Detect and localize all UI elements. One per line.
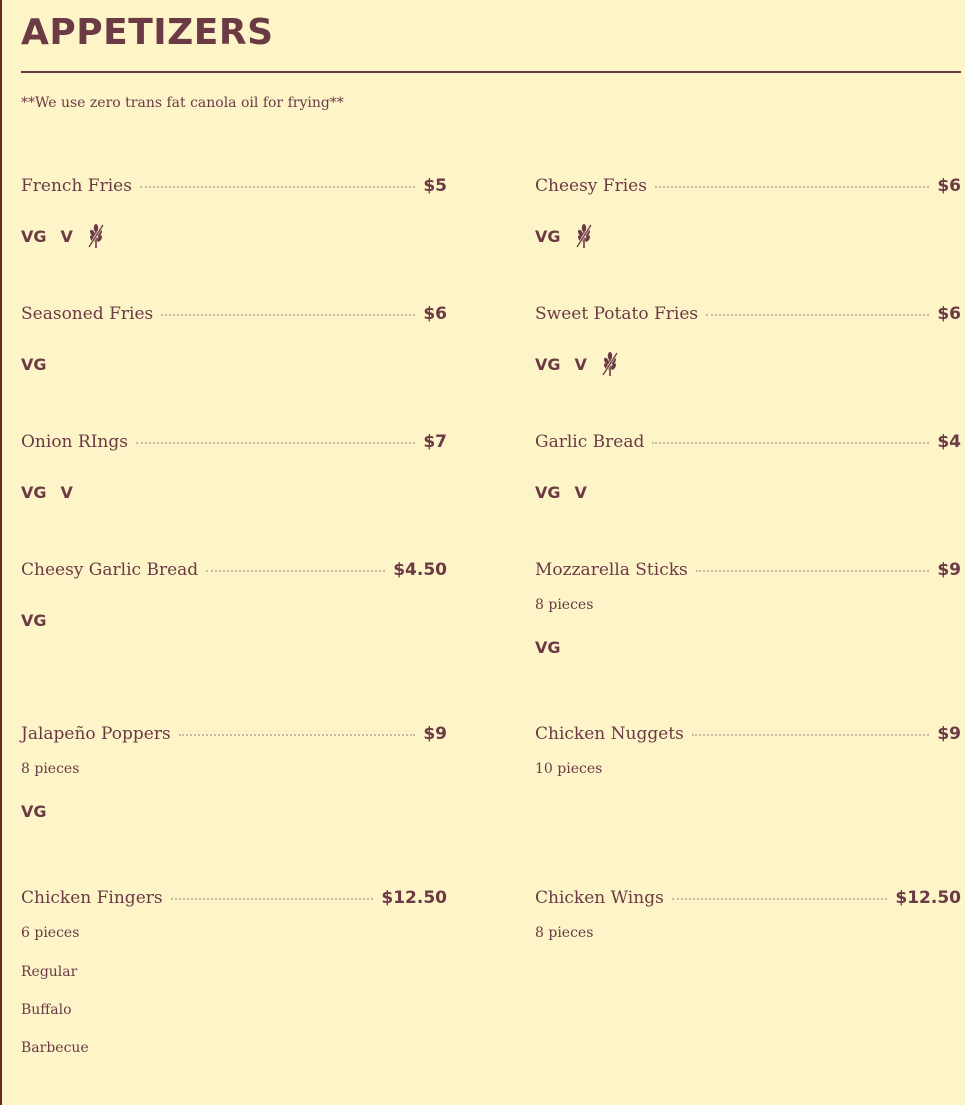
gluten-free-icon xyxy=(87,223,105,249)
frying-note: **We use zero trans fat canola oil for frying** xyxy=(21,95,344,111)
item-name: Chicken Wings xyxy=(535,888,664,908)
item-price: $7 xyxy=(423,432,447,452)
menu-item-seasoned-fries xyxy=(21,304,447,378)
item-header-row xyxy=(21,724,447,750)
item-pieces: 8 pieces xyxy=(21,761,80,777)
dot-leader xyxy=(206,570,385,572)
menu-item-chicken-nuggets xyxy=(535,724,961,777)
vegetarian-badge: VG xyxy=(21,226,47,246)
menu-item-onion-rings xyxy=(21,432,447,506)
item-price: $4 xyxy=(937,432,961,452)
vegetarian-badge: VG xyxy=(535,354,561,374)
option-barbecue: Barbecue xyxy=(21,1040,89,1056)
vegetarian-badge: VG xyxy=(21,610,47,630)
item-name: Sweet Potato Fries xyxy=(535,304,699,324)
item-header-row xyxy=(21,432,447,458)
left-edge-border xyxy=(0,0,2,1105)
menu-item-chicken-wings xyxy=(535,888,961,941)
gluten-free-icon xyxy=(601,351,619,377)
menu-item-sweet-potato-fries xyxy=(535,304,961,378)
item-header-row xyxy=(535,888,961,914)
item-price: $6 xyxy=(423,304,447,324)
item-name: Onion RIngs xyxy=(21,432,128,452)
dot-leader xyxy=(171,898,374,900)
vegetarian-badge: VG xyxy=(21,801,47,821)
title-divider xyxy=(21,71,961,73)
item-pieces: 8 pieces xyxy=(535,925,594,941)
gluten-free-icon xyxy=(575,223,593,249)
item-pieces: 10 pieces xyxy=(535,761,603,777)
item-price: $6 xyxy=(937,304,961,324)
vegetarian-badge: VG xyxy=(21,354,47,374)
dot-leader xyxy=(161,314,415,316)
item-name: Chicken Nuggets xyxy=(535,724,684,744)
dot-leader xyxy=(655,186,929,188)
vegan-badge: V xyxy=(574,482,587,502)
page-title: APPETIZERS xyxy=(21,12,274,53)
menu-item-cheesy-garlic-bread xyxy=(21,560,447,634)
dietary-tags xyxy=(535,633,961,661)
dot-leader xyxy=(672,898,888,900)
menu-item-cheesy-fries xyxy=(535,176,961,250)
dietary-tags xyxy=(535,222,961,250)
item-price: $6 xyxy=(937,176,961,196)
vegetarian-badge: VG xyxy=(535,226,561,246)
item-header-row xyxy=(21,304,447,330)
item-pieces: 6 pieces xyxy=(21,925,80,941)
item-header-row xyxy=(535,304,961,330)
vegan-badge: V xyxy=(574,354,587,374)
dietary-tags xyxy=(21,222,447,250)
dot-leader xyxy=(652,442,929,444)
item-price: $5 xyxy=(423,176,447,196)
item-header-row xyxy=(21,176,447,202)
item-name: Jalapeño Poppers xyxy=(21,724,171,744)
dot-leader xyxy=(179,734,416,736)
vegetarian-badge: VG xyxy=(21,482,47,502)
item-header-row xyxy=(535,432,961,458)
dot-leader xyxy=(692,734,929,736)
menu-item-jalapeno-poppers xyxy=(21,724,447,825)
item-name: Cheesy Fries xyxy=(535,176,647,196)
item-price: $4.50 xyxy=(393,560,447,580)
menu-item-mozzarella-sticks xyxy=(535,560,961,661)
item-header-row xyxy=(21,888,447,914)
vegan-badge: V xyxy=(60,226,73,246)
item-price: $12.50 xyxy=(895,888,961,908)
dietary-tags xyxy=(21,350,447,378)
item-pieces: 8 pieces xyxy=(535,597,594,613)
vegetarian-badge: VG xyxy=(535,637,561,657)
dietary-tags xyxy=(535,350,961,378)
dot-leader xyxy=(706,314,929,316)
option-regular: Regular xyxy=(21,964,78,980)
item-name: Mozzarella Sticks xyxy=(535,560,688,580)
dietary-tags xyxy=(21,606,447,634)
item-price: $9 xyxy=(937,724,961,744)
item-price: $9 xyxy=(937,560,961,580)
vegan-badge: V xyxy=(60,482,73,502)
item-price: $12.50 xyxy=(381,888,447,908)
dietary-tags xyxy=(535,478,961,506)
item-name: French Fries xyxy=(21,176,132,196)
menu-item-chicken-fingers xyxy=(21,888,447,1067)
item-header-row xyxy=(535,176,961,202)
item-header-row xyxy=(535,560,961,586)
item-name: Chicken Fingers xyxy=(21,888,163,908)
option-buffalo: Buffalo xyxy=(21,1002,72,1018)
vegetarian-badge: VG xyxy=(535,482,561,502)
menu-item-french-fries xyxy=(21,176,447,250)
item-name: Cheesy Garlic Bread xyxy=(21,560,199,580)
item-header-row xyxy=(21,560,447,586)
dot-leader xyxy=(140,186,415,188)
dietary-tags xyxy=(21,797,447,825)
dot-leader xyxy=(136,442,415,444)
dietary-tags xyxy=(21,478,447,506)
item-price: $9 xyxy=(423,724,447,744)
item-name: Garlic Bread xyxy=(535,432,645,452)
item-header-row xyxy=(535,724,961,750)
item-name: Seasoned Fries xyxy=(21,304,154,324)
dot-leader xyxy=(696,570,930,572)
item-options xyxy=(21,953,447,1067)
menu-item-garlic-bread xyxy=(535,432,961,506)
